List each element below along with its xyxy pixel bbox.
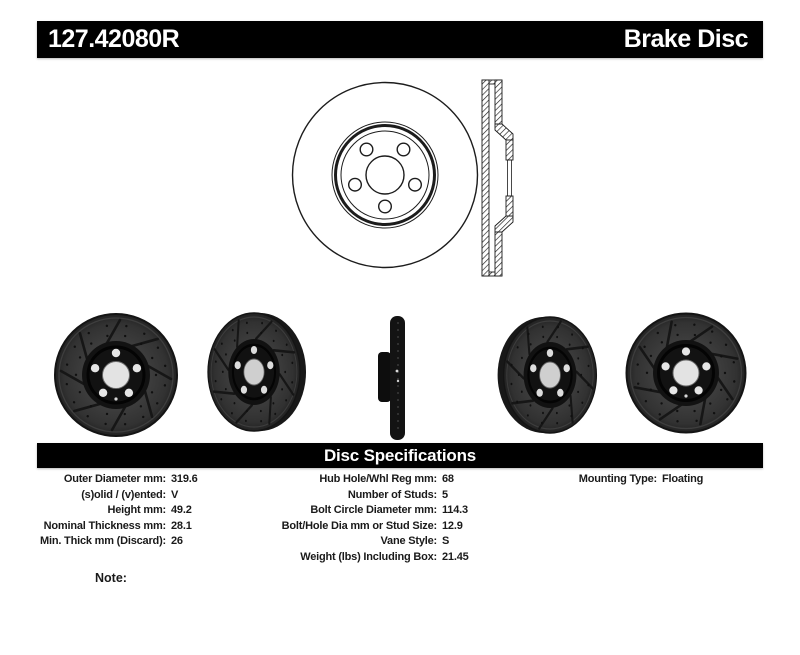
spec-value: 28.1 (171, 519, 192, 532)
spec-value: V (171, 488, 179, 501)
rotor-hub (228, 339, 279, 405)
spec-label: Vane Style: (380, 535, 437, 548)
rotor-hub (524, 342, 577, 408)
rotor-photo-front-view-alt (625, 312, 747, 434)
spec-row (38, 503, 198, 519)
rotor-photo-edge-profile-view (377, 314, 407, 442)
stud-holes (349, 143, 422, 213)
spec-value: 26 (171, 535, 183, 548)
center-hole (103, 362, 130, 389)
center-hole (673, 360, 699, 386)
header-bar (37, 21, 763, 58)
spec-value: 49.2 (171, 504, 192, 517)
part-number: 127.42080R (48, 25, 180, 53)
spec-row (537, 472, 703, 488)
product-name: Brake Disc (623, 25, 748, 53)
spec-value: 68 (442, 473, 454, 485)
spec-value: S (442, 535, 450, 548)
spec-row (38, 488, 198, 504)
brake-disc-front-view-line-drawing (293, 83, 478, 268)
spec-column-left (38, 472, 198, 550)
spec-value: Floating (662, 473, 704, 485)
center-hole (244, 359, 264, 385)
spec-value: 21.45 (442, 550, 469, 563)
spec-label: Mounting Type: (578, 473, 657, 485)
brake-disc-vented-cross-section-drawing (482, 80, 513, 276)
spec-row (280, 534, 469, 550)
spec-label: Height mm: (107, 504, 166, 517)
spec-label: Bolt Circle Diameter mm: (310, 504, 437, 517)
hub-hat-edge (378, 352, 391, 402)
spec-label: Nominal Thickness mm: (43, 519, 166, 532)
spec-label: Hub Hole/Whl Reg mm: (319, 473, 437, 485)
rotor-hub (653, 340, 719, 406)
spec-row (280, 488, 469, 504)
spec-label: Weight (lbs) Including Box: (300, 550, 437, 563)
spec-value: 12.9 (442, 519, 463, 532)
spec-label: Number of Studs: (347, 488, 437, 501)
spec-value: 114.3 (442, 504, 468, 517)
spec-column-right (537, 472, 703, 488)
spec-label: Min. Thick mm (Discard): (40, 535, 166, 548)
rotor-photo-three-quarter-view-left (200, 310, 308, 434)
spec-row (38, 534, 198, 550)
rotor-photo-three-quarter-view-right (496, 313, 604, 437)
center-hole (540, 362, 561, 388)
spec-row (38, 472, 198, 488)
brake-disc-technical-drawing (285, 72, 530, 282)
specifications-title: Disc Specifications (323, 445, 477, 465)
rotor-photo-front-view (53, 312, 179, 438)
specifications-header-bar (37, 443, 763, 468)
spec-row (280, 519, 469, 535)
spec-label: Bolt/Hole Dia mm or Stud Size: (281, 519, 437, 532)
spec-row (280, 503, 469, 519)
spec-value: 319.6 (171, 473, 198, 485)
rotor-hub (82, 341, 150, 409)
spec-row (280, 472, 469, 488)
spec-column-middle (280, 472, 469, 566)
spec-row (280, 550, 469, 566)
spec-value: 5 (442, 488, 448, 501)
note-label: Note: (95, 571, 127, 585)
spec-label: (s)olid / (v)ented: (81, 488, 166, 501)
spec-row (38, 519, 198, 535)
spec-label: Outer Diameter mm: (63, 473, 166, 485)
